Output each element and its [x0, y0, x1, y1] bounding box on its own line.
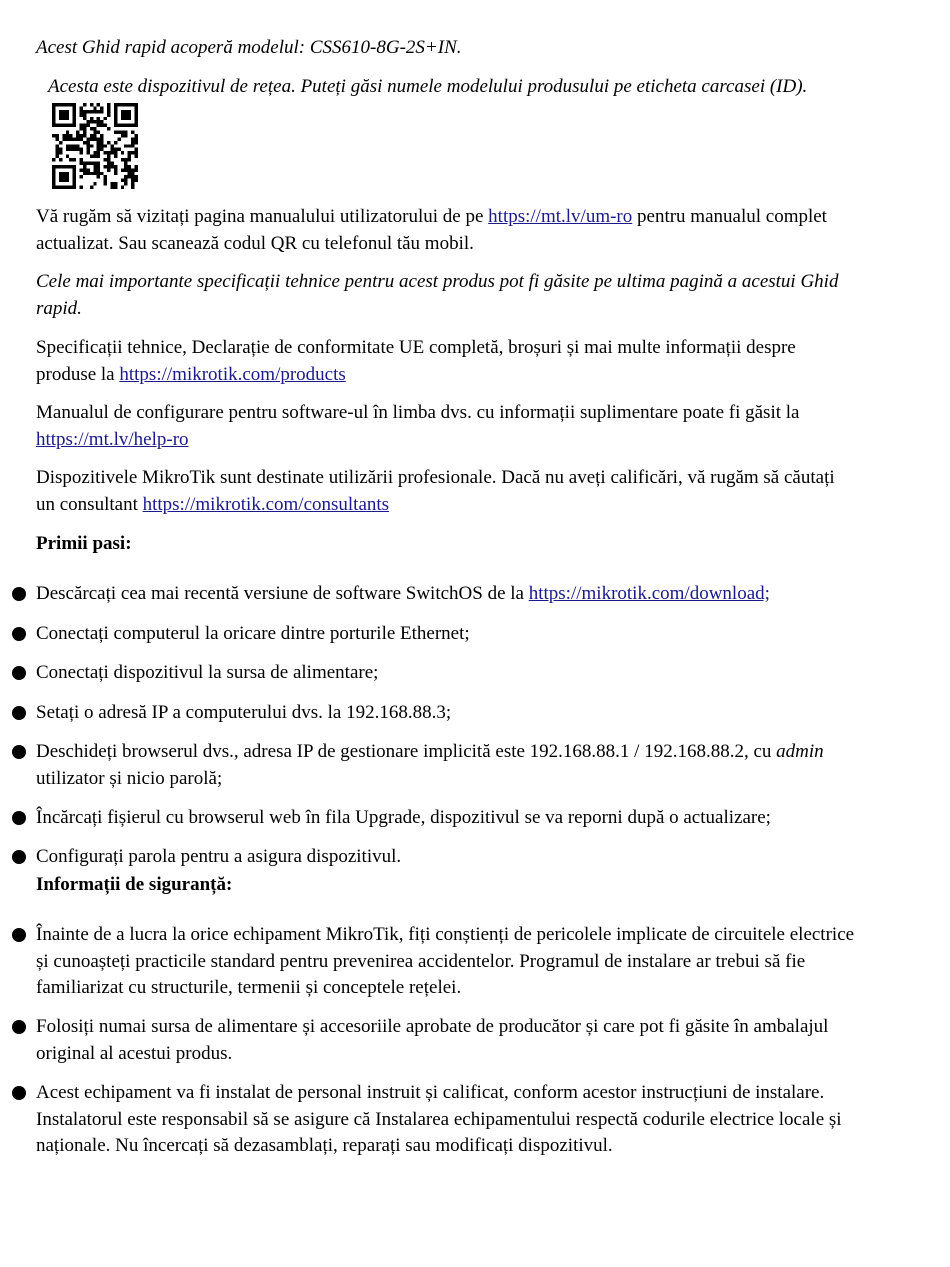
step-text-after: utilizator și nicio parolă; — [36, 767, 223, 789]
user-manual-link[interactable]: https://mt.lv/um-ro — [488, 206, 633, 227]
consultants-text: Dispozitivele MikroTik sunt destinate utilizării profesionale. Dacă nu aveți calificări, vă rugăm să căutați un consultant — [36, 467, 835, 515]
bullet-icon — [12, 928, 26, 942]
help-text: Manualul de configurare pentru software-ul în limba dvs. cu informații suplimentare poate fi găsit la — [36, 402, 800, 423]
bullet-icon — [12, 706, 26, 720]
products-link[interactable]: https://mikrotik.com/products — [119, 363, 346, 385]
first-steps-heading: Primii pasi: — [36, 533, 132, 554]
help-paragraph — [36, 400, 856, 453]
step-text: Deschideți browserul dvs., adresa IP de gestionare implicită este 192.168.88.1 / 192.168.88.2, cu — [36, 741, 777, 762]
qr-code-icon — [52, 103, 138, 189]
step-connect-computer: Conectați computerul la oricare dintre porturile Ethernet; — [36, 623, 470, 644]
manual-text-after: pentru manualul complet actualizat. Sau scanează codul QR cu telefonul tău mobil. — [36, 206, 827, 254]
bullet-icon — [12, 627, 26, 641]
consultants-link[interactable]: https://mikrotik.com/consultants — [142, 493, 390, 515]
step-upload-file: Încărcați fișierul cu browserul web în fila Upgrade, dispozitivul se va reporni după o actualizare; — [36, 807, 771, 828]
bullet-icon — [12, 666, 26, 680]
safety-item-1: Înainte de a lucra la orice echipament MikroTik, fiți conștienți de pericolele implicate de circuitele electrice și cunoașteți practicile standard pentru prevenirea accidentelor. Programul de instalare ar trebui să fie familiarizat cu structurile, termenii și conceptele rețelei. — [36, 924, 855, 998]
help-link[interactable]: https://mt.lv/help-ro — [36, 428, 189, 450]
bullet-icon — [12, 1020, 26, 1034]
safety-item-2: Folosiți numai sursa de alimentare și accesoriile aprobate de producător și care pot fi găsite în ambalajul original al acestui produs. — [36, 1016, 829, 1064]
bullet-icon — [12, 811, 26, 825]
step-download — [36, 581, 856, 608]
step-open-browser — [36, 739, 856, 792]
step-set-ip: Setați o adresă IP a computerului dvs. la 192.168.88.3; — [36, 702, 452, 723]
safety-heading: Informații de siguranță: — [36, 874, 233, 895]
consultants-paragraph — [36, 465, 856, 518]
bullet-icon — [12, 1086, 26, 1100]
model-line: Acest Ghid rapid acoperă modelul: CSS610-8G-2S+IN. — [36, 37, 462, 58]
safety-item-3: Acest echipament va fi instalat de personal instruit și calificat, conform acestor instrucțiuni de instalare. Instalatorul este responsabil să se asigure că Instalarea echipamentului respectă codurile electrice locale și naționale. Nu încercați să dezasamblați, reparați sau modificați dispozitivul. — [36, 1082, 842, 1156]
manual-text: Vă rugăm să vizitați pagina manualului utilizatorului de pe — [36, 206, 489, 227]
device-line: Acesta este dispozitivul de rețea. Puteți găsi numele modelului produsului pe eticheta carcasei (ID). — [48, 76, 808, 97]
download-link[interactable]: https://mikrotik.com/download; — [528, 583, 770, 604]
step-set-password: Configurați parola pentru a asigura dispozitivul. — [36, 846, 402, 867]
bullet-icon — [12, 745, 26, 759]
products-paragraph — [36, 335, 856, 388]
products-text: Specificații tehnice, Declarație de conformitate UE completă, broșuri și mai multe informații despre produse la — [36, 337, 796, 385]
step-connect-power: Conectați dispozitivul la sursa de alimentare; — [36, 662, 379, 683]
admin-username: admin — [776, 741, 824, 762]
manual-paragraph — [36, 204, 856, 257]
specs-note: Cele mai importante specificații tehnice pentru acest produs pot fi găsite pe ultima pagină a acestui Ghid rapid. — [36, 271, 839, 319]
bullet-icon — [12, 587, 26, 601]
bullet-icon — [12, 850, 26, 864]
step-text: Descărcați cea mai recentă versiune de software SwitchOS de la — [36, 583, 529, 604]
